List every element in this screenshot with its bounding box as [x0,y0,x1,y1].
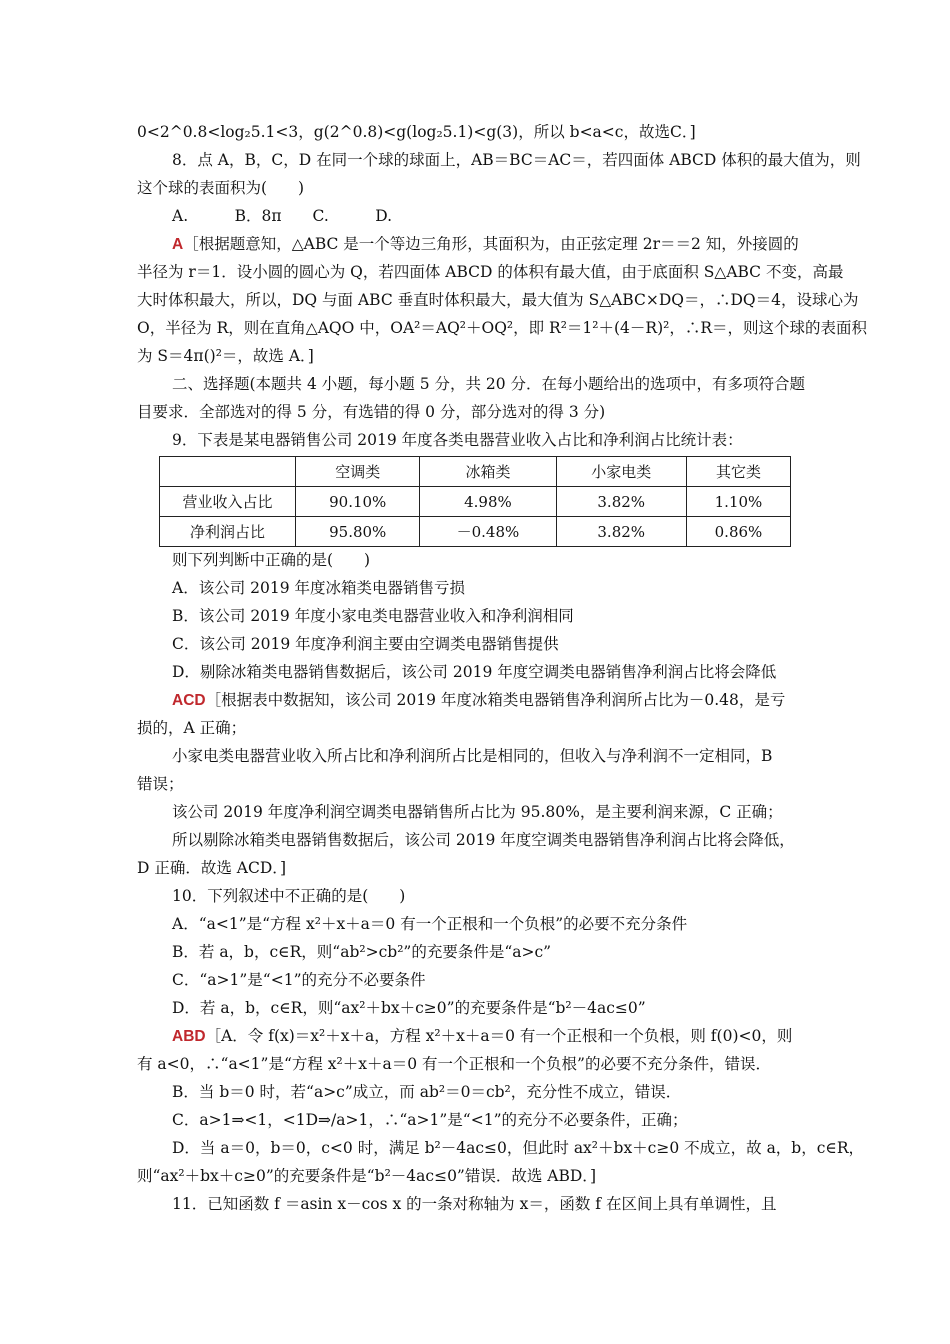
q9-answer-line-1 [172,689,785,712]
q8-explain-1: ［根据题意知，△ABC 是一个等边三角形，其面积为，由正弦定理 2r＝＝2 知，外接圆的 [183,235,799,253]
q9-option-b: B．该公司 2019 年度小家电类电器营业收入和净利润相同 [172,607,574,625]
q8-explain-2: 半径为 r＝1．设小圆的圆心为 Q，若四面体 ABCD 的体积有最大值，由于底面积 S△ABC 不变，高最 [137,263,844,281]
q9-explain-6: 所以剔除冰箱类电器销售数据后，该公司 2019 年度空调类电器销售净利润占比将会降低， [172,831,795,849]
q10-explain-3: B．当 b＝0 时，若“a>c”成立，而 ab²＝0＝cb²，充分性不成立，错误． [172,1083,682,1101]
q9-stem: 9．下表是某电器销售公司 2019 年度各类电器营业收入占比和净利润占比统计表： [172,431,743,449]
table-header-cell: 空调类 [296,457,420,487]
q10-option-b: B．若 a，b，c∈R，则“ab²>cb²”的充要条件是“a>c” [172,943,552,961]
q8-stem-2: 这个球的表面积为( ) [137,179,305,197]
q8-stem-1: 8．点 A，B，C，D 在同一个球的球面上，AB＝BC＝AC＝，若四面体 ABCD 体积的最大值为，则 [172,151,861,169]
q10-explain-6: 则“ax²＋bx＋c≥0”的充要条件是“b²－4ac≤0”错误．故选 ABD．] [137,1167,597,1185]
q8-options: A. B．8π C. D. [172,207,393,225]
table-row [160,517,791,547]
q10-explain-1: ［A．令 f(x)＝x²＋x＋a，方程 x²＋x＋a＝0 有一个正根和一个负根，则 f(0)<0，则 [205,1027,793,1045]
q9-explain-1: ［根据表中数据知，该公司 2019 年度冰箱类电器销售净利润所占比为－0.48，是亏 [205,691,786,709]
q9-option-d: D．剔除冰箱类电器销售数据后，该公司 2019 年度空调类电器销售净利润占比将会降低 [172,663,777,681]
q8-explain-5: 为 S＝4π()²＝，故选 A．] [137,347,314,365]
table-cell: 3.82% [556,487,686,517]
q10-explain-2: 有 a<0，∴“a<1”是“方程 x²＋x＋a＝0 有一个正根和一个负根”的必要不充分条件，错误． [137,1055,771,1073]
table-cell: －0.48% [420,517,556,547]
section-2-heading-1: 二、选择题(本题共 4 小题，每小题 5 分，共 20 分．在每小题给出的选项中，有多项符合题 [172,375,806,393]
q9-judge: 则下列判断中正确的是( ) [172,551,371,569]
q9-explain-3: 小家电类电器营业收入所占比和净利润所占比是相同的，但收入与净利润不一定相同，B [172,747,773,765]
q9-explain-7: D 正确．故选 ACD．] [137,859,287,877]
q11-stem: 11．已知函数 f ＝asin x－cos x 的一条对称轴为 x＝，函数 f 在区间上具有单调性，且 [172,1195,777,1213]
q9-data-table [159,456,791,547]
table-cell: 4.98% [420,487,556,517]
q9-explain-2: 损的，A 正确； [137,719,247,737]
q9-option-a: A．该公司 2019 年度冰箱类电器销售亏损 [172,579,465,597]
q10-option-c: C．“a>1”是“<1”的充分不必要条件 [172,971,426,989]
table-header-cell: 冰箱类 [420,457,556,487]
q10-stem: 10．下列叙述中不正确的是( ) [172,887,406,905]
table-cell: 3.82% [556,517,686,547]
table-cell: 95.80% [296,517,420,547]
table-row-label: 净利润占比 [160,517,296,547]
q8-explain-4: O，半径为 R，则在直角△AQO 中，OA²＝AQ²＋OQ²，即 R²＝1²＋(4－R)²，∴R＝，则这个球的表面积 [137,319,868,337]
q9-explain-4: 错误； [137,775,184,793]
line-1: 0<2^0.8<log₂5.1<3，g(2^0.8)<g(log₂5.1)<g(3)，所以 b<a<c，故选C．] [137,123,696,141]
table-cell: 90.10% [296,487,420,517]
q10-answer-line-1 [172,1025,792,1048]
q8-explain-3: 大时体积最大，所以，DQ 与面 ABC 垂直时体积最大，最大值为 S△ABC×DQ＝，∴DQ＝4，设球心为 [137,291,859,309]
q10-explain-4: C．a>1⇒<1，<1D⇒/a>1，∴“a>1”是“<1”的充分不必要条件，正确； [172,1111,688,1129]
q9-explain-5: 该公司 2019 年度净利润空调类电器销售所占比为 95.80%，是主要利润来源，C 正确； [172,803,783,821]
table-row-label: 营业收入占比 [160,487,296,517]
table-header-row [160,457,791,487]
q9-answer-key: ACD [172,692,206,709]
table-cell: 0.86% [686,517,790,547]
q8-answer-key: A [172,236,184,253]
q10-explain-5: D．当 a＝0，b＝0，c<0 时，满足 b²－4ac≤0，但此时 ax²＋bx＋c≥0 不成立，故 a，b，c∈R， [172,1139,865,1157]
section-2-heading-2: 目要求．全部选对的得 5 分，有选错的得 0 分，部分选对的得 3 分) [137,403,606,421]
q10-answer-key: ABD [172,1028,206,1045]
table-cell [160,457,296,487]
q10-option-d: D．若 a，b，c∈R，则“ax²＋bx＋c≥0”的充要条件是“b²－4ac≤0” [172,999,646,1017]
table-cell: 1.10% [686,487,790,517]
table-row [160,487,791,517]
q8-answer-line-1 [172,233,799,256]
table-header-cell: 小家电类 [556,457,686,487]
q9-option-c: C．该公司 2019 年度净利润主要由空调类电器销售提供 [172,635,559,653]
table-header-cell: 其它类 [686,457,790,487]
q10-option-a: A．“a<1”是“方程 x²＋x＋a＝0 有一个正根和一个负根”的必要不充分条件 [172,915,688,933]
